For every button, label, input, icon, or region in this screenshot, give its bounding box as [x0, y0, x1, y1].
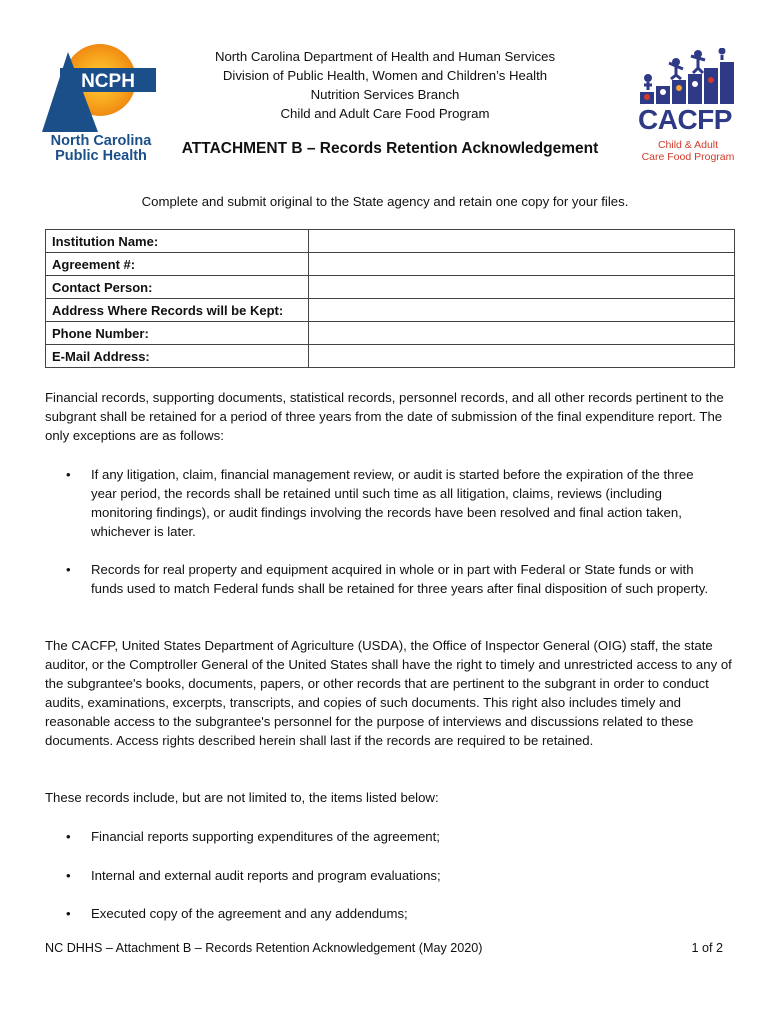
org-line: Division of Public Health, Women and Children’s Health	[222, 68, 548, 83]
cacfp-subtitle-line2: Care Food Program	[641, 151, 735, 163]
cacfp-logo	[636, 48, 740, 168]
field-label: Agreement #:	[46, 253, 309, 276]
ncph-caption-line2: Public Health	[55, 148, 147, 164]
ncph-caption	[42, 134, 160, 164]
bullet-icon: •	[66, 906, 71, 921]
record-item-text: Internal and external audit reports and program evaluations;	[91, 868, 441, 883]
access-rights-paragraph: The CACFP, United States Department of Agriculture (USDA), the Office of Inspector General (OIG) staff, the state auditor, or the Comptroller General of the United States shall have the right to timely and unrestricted access to any of the subgrantee's books, documents, papers, or other records that are pertinent to the subgrant in order to conduct audits, examinations, excerpts, transcripts, and copies of such documents. This right also includes timely and reasonable access to the subgrantee's personnel for the purpose of interviews and discussions related to these documents. Access rights described herein shall last if the records are required to be retained.	[45, 638, 732, 748]
table-row	[46, 253, 735, 276]
cacfp-wordmark: CACFP	[638, 104, 732, 135]
exception-text: Records for real property and equipment acquired in whole or in part with Federal or State funds or with funds used to match Federal funds shall be retained for three years after final disposition of such property.	[91, 562, 708, 596]
contact-person-field[interactable]	[308, 276, 734, 299]
institution-info-table	[45, 229, 735, 368]
ncph-caption-line1: North Carolina	[50, 133, 152, 149]
agreement-number-field[interactable]	[308, 253, 734, 276]
field-label: Phone Number:	[46, 322, 309, 345]
field-label: Address Where Records will be Kept:	[46, 299, 309, 322]
org-line: Nutrition Services Branch	[310, 87, 460, 102]
document-title: ATTACHMENT B – Records Retention Acknowledgement	[181, 140, 599, 157]
field-label: Institution Name:	[46, 230, 309, 253]
record-item-text: Financial reports supporting expenditures of the agreement;	[91, 829, 440, 844]
retention-intro-paragraph: Financial records, supporting documents, statistical records, personnel records, and all other records pertinent to the subgrant shall be retained for a period of three years from the date of submission of the final expenditure report. The only exceptions are as follows:	[45, 390, 724, 443]
org-line: Child and Adult Care Food Program	[280, 106, 490, 121]
ncph-logo	[38, 40, 158, 164]
cacfp-figures-icon	[636, 48, 740, 106]
field-label: Contact Person:	[46, 276, 309, 299]
footer-document-id: NC DHHS – Attachment B – Records Retention Acknowledgement (May 2020)	[45, 941, 483, 955]
table-row	[46, 299, 735, 322]
records-address-field[interactable]	[308, 299, 734, 322]
table-row	[46, 345, 735, 368]
table-row	[46, 276, 735, 299]
footer-page-number: 1 of 2	[691, 941, 723, 955]
record-item-text: Executed copy of the agreement and any addendums;	[91, 906, 408, 921]
bullet-icon: •	[66, 868, 71, 883]
ncph-sun-icon	[38, 40, 158, 136]
table-row	[46, 322, 735, 345]
records-list-intro: These records include, but are not limited to, the items listed below:	[45, 790, 439, 805]
ncph-mark-text: NCPH	[81, 71, 135, 92]
cacfp-subtitle-line1: Child & Adult	[657, 139, 719, 151]
exception-text: If any litigation, claim, financial management review, or audit is started before the expiration of the three year period, the records shall be retained until such time as all litigation, claims, reviews (including monitoring findings), or audit findings involving the records have been resolved and final action taken, whichever is later.	[91, 467, 694, 539]
table-row	[46, 230, 735, 253]
bullet-icon: •	[66, 467, 71, 482]
institution-name-field[interactable]	[308, 230, 734, 253]
cacfp-subtitle	[636, 139, 740, 163]
bullet-icon: •	[66, 562, 71, 577]
bullet-icon: •	[66, 829, 71, 844]
org-line: North Carolina Department of Health and Human Services	[214, 49, 556, 64]
instruction-text: Complete and submit original to the State agency and retain one copy for your files.	[141, 194, 629, 209]
phone-number-field[interactable]	[308, 322, 734, 345]
header-org-lines	[170, 47, 600, 123]
email-address-field[interactable]	[308, 345, 734, 368]
field-label: E-Mail Address:	[46, 345, 309, 368]
